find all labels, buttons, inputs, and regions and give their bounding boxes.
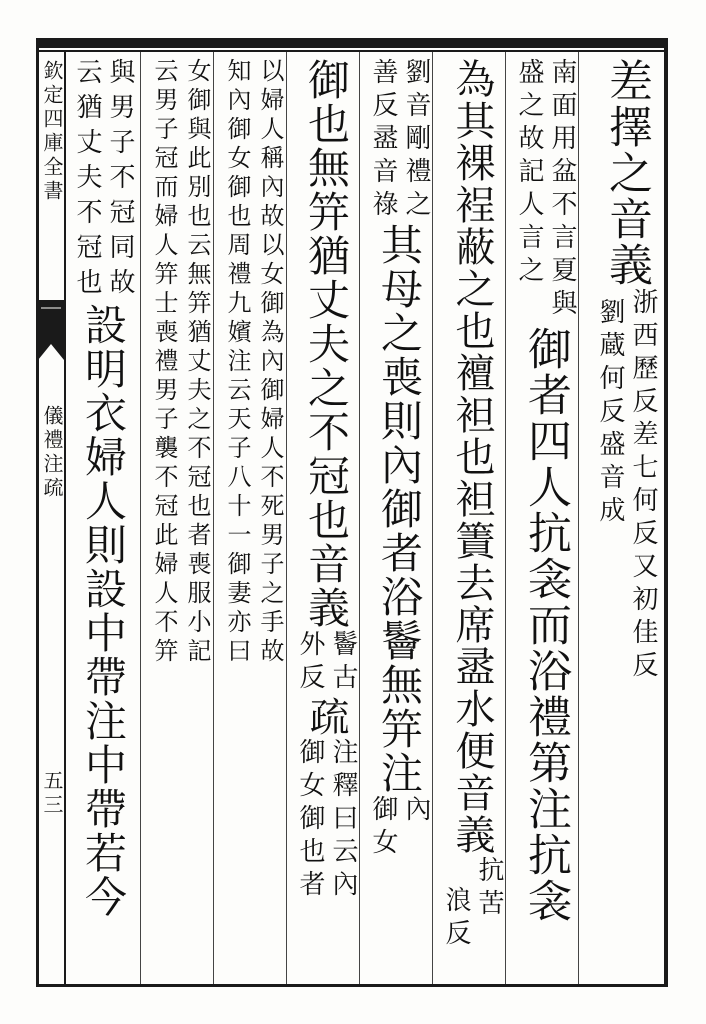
commentary-left: 浪反 <box>441 886 471 952</box>
book-title: 欽定四庫全書 <box>40 60 64 204</box>
commentary-pair <box>293 738 359 903</box>
commentary-left: 云男子冠而婦人笄士喪禮男子襲不冠此婦人不笄 <box>150 58 178 667</box>
main-text: 御者四人抗衾而浴禮第注抗衾 <box>520 326 571 924</box>
section-title: 儀禮注疏 <box>40 405 64 501</box>
commentary-right: 南面用盆不言夏與 <box>547 58 577 322</box>
text-column-7 <box>147 58 213 980</box>
fishtail-mark-icon <box>38 300 64 360</box>
commentary-right: 注釋曰云內 <box>328 738 358 903</box>
commentary-right: 浙西歷反差七何反又初佳反 <box>628 288 658 684</box>
commentary-pair <box>512 58 578 322</box>
main-text: 差擇之音義 <box>601 58 652 288</box>
commentary-pair <box>439 856 505 952</box>
main-text: 設明衣婦人則設中帶注中帶若今 <box>79 303 128 919</box>
commentary-pair <box>366 58 432 223</box>
column-rule <box>432 52 433 984</box>
text-column-5 <box>293 58 359 980</box>
column-rule <box>213 52 214 984</box>
text-column-8 <box>70 58 136 980</box>
page-number: 五三 <box>40 770 64 818</box>
column-rule <box>140 52 141 984</box>
margin-column-rule <box>64 50 66 987</box>
commentary-pair <box>147 58 213 667</box>
commentary-pair <box>293 630 359 696</box>
frame-right-border <box>664 38 668 987</box>
commentary-left: 劉蔵何反盛音成 <box>595 298 625 529</box>
column-rule <box>578 52 579 984</box>
frame-bottom-border <box>36 984 668 987</box>
text-column-1 <box>588 58 664 980</box>
main-text: 為其裸裎蔽之也襢袒也袒簀去席盝水便音義 <box>449 58 495 856</box>
commentary-pair <box>70 58 136 303</box>
commentary-left: 御女御也者 <box>295 738 325 903</box>
main-text: 御也無笄猶丈夫之不冠也音義 <box>302 58 351 630</box>
commentary-left: 善反盝音祿 <box>368 58 398 223</box>
commentary-left: 外反 <box>295 630 325 696</box>
frame-top-inner-border <box>36 50 668 52</box>
commentary-right: 鬠古 <box>328 630 358 696</box>
commentary-left: 知內御女御也周禮九嬪注云天子八十一御妻亦曰 <box>223 58 251 667</box>
column-rule <box>505 52 506 984</box>
commentary-right: 劉音剛禮之 <box>401 58 431 223</box>
commentary-right: 抗苦 <box>474 856 504 922</box>
frame-top-border <box>36 38 668 48</box>
commentary-right: 以婦人稱內故以女御為內御婦人不死男子之手故 <box>256 58 284 667</box>
commentary-right: 女御與此別也云無笄猶丈夫之不冠也者喪服小記 <box>183 58 211 667</box>
text-column-3 <box>439 58 505 980</box>
frame-left-border <box>36 38 39 987</box>
commentary-left: 云猶丈夫不冠也 <box>72 58 102 303</box>
column-rule <box>286 52 287 984</box>
commentary-pair <box>220 58 286 667</box>
commentary-left: 盛之故記人言之 <box>514 58 544 289</box>
text-column-6 <box>220 58 286 980</box>
commentary-right: 內 <box>401 795 431 828</box>
commentary-pair <box>593 288 659 684</box>
commentary-left: 御女 <box>368 795 398 861</box>
column-rule <box>359 52 360 984</box>
main-text: 其母之喪則內御者浴鬠無笄注 <box>375 223 424 795</box>
text-column-4 <box>366 58 432 980</box>
commentary-pair <box>366 795 432 861</box>
commentary-right: 與男子不冠同故 <box>105 58 135 303</box>
text-column-2 <box>512 58 578 980</box>
main-text-shu: 疏 <box>303 696 349 738</box>
